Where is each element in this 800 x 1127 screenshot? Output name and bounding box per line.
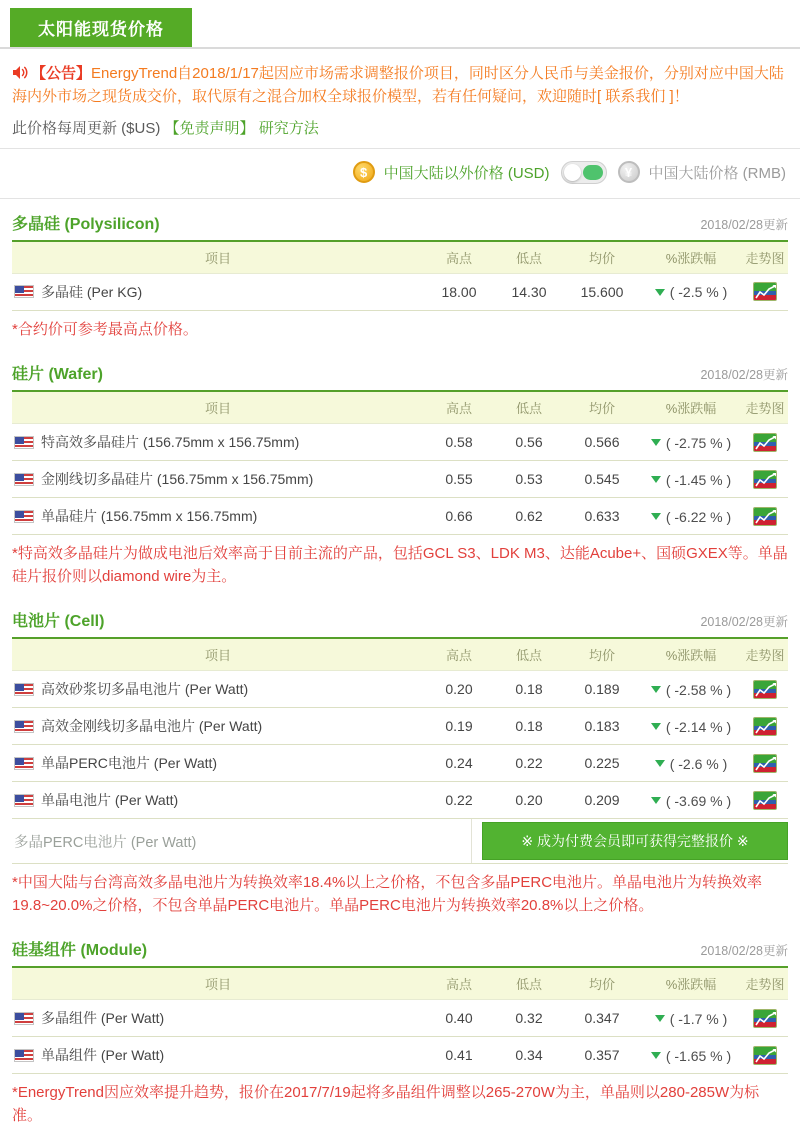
high-value: 0.41 <box>424 1037 494 1074</box>
column-header-chart: 走势图 <box>742 391 788 424</box>
price-down-arrow-icon <box>651 797 661 804</box>
price-row <box>12 708 788 745</box>
change-value: ( -3.69 % ) <box>666 793 731 809</box>
membership-cta-button[interactable]: ※ 成为付费会员即可获得完整报价 ※ <box>482 822 788 860</box>
price-table <box>12 390 788 535</box>
section-updated-date: 2018/02/28更新 <box>700 612 788 630</box>
us-flag-icon <box>14 720 34 733</box>
high-value: 0.20 <box>424 671 494 708</box>
low-value: 0.18 <box>494 671 564 708</box>
column-header-item: 项目 <box>12 638 424 671</box>
section-updated-date: 2018/02/28更新 <box>700 941 788 959</box>
item-label: 单晶电池片 (Per Watt) <box>41 790 178 810</box>
section-note: *合约价可参考最高点价格。 <box>12 319 788 342</box>
change-value: ( -2.75 % ) <box>666 435 731 451</box>
trend-chart-icon[interactable] <box>753 1046 777 1065</box>
column-header-item: 项目 <box>12 391 424 424</box>
section-note: *EnergyTrend因应效率提升趋势，报价在2017/7/19起将多晶组件调整以265-270W为主，单晶则以280-285W为标准。 <box>12 1082 788 1127</box>
currency-toggle-switch[interactable] <box>561 161 607 184</box>
item-label: 单晶硅片 (156.75mm x 156.75mm) <box>41 506 257 526</box>
section-header <box>12 361 788 384</box>
price-section <box>0 211 800 342</box>
price-row <box>12 1037 788 1074</box>
usd-coin-icon: $ <box>353 161 375 183</box>
price-down-arrow-icon <box>655 1015 665 1022</box>
trend-chart-icon[interactable] <box>753 470 777 489</box>
column-header-change: %涨跌幅 <box>640 967 742 1000</box>
high-value: 0.55 <box>424 461 494 498</box>
high-value: 0.24 <box>424 745 494 782</box>
avg-value: 0.225 <box>564 745 640 782</box>
change-value: ( -1.65 % ) <box>666 1048 731 1064</box>
price-table <box>12 966 788 1074</box>
announcement-suffix: ！ <box>674 88 689 105</box>
high-value: 0.19 <box>424 708 494 745</box>
avg-value: 0.209 <box>564 782 640 819</box>
price-row <box>12 745 788 782</box>
speaker-icon <box>12 65 28 80</box>
avg-value: 0.545 <box>564 461 640 498</box>
price-row <box>12 424 788 461</box>
price-down-arrow-icon <box>651 723 661 730</box>
price-down-arrow-icon <box>651 476 661 483</box>
page-header <box>0 0 800 49</box>
announcement-banner <box>12 62 788 109</box>
item-label: 高效金刚线切多晶电池片 (Per Watt) <box>41 716 262 736</box>
low-value: 0.18 <box>494 708 564 745</box>
trend-chart-icon[interactable] <box>753 433 777 452</box>
trend-chart-icon[interactable] <box>753 1009 777 1028</box>
low-value: 0.56 <box>494 424 564 461</box>
announcement-text: EnergyTrend自2018/1/17起因应市场需求调整报价项目，同时区分人民币与美金报价，分别对应中国大陆海内外市场之现货成交价，取代原有之混合加权全球报价模型，若有任何疑问，欢迎随时 <box>12 65 784 105</box>
price-row <box>12 671 788 708</box>
avg-value: 0.347 <box>564 1000 640 1037</box>
high-value: 0.66 <box>424 498 494 535</box>
table-header-row <box>12 241 788 274</box>
avg-value: 15.600 <box>564 273 640 310</box>
column-header-low: 低点 <box>494 967 564 1000</box>
section-updated-date: 2018/02/28更新 <box>700 365 788 383</box>
trend-chart-icon[interactable] <box>753 507 777 526</box>
change-value: ( -1.7 % ) <box>670 1011 728 1027</box>
price-section <box>0 608 800 917</box>
contact-us-link[interactable]: [ 联系我们 ] <box>597 88 674 105</box>
price-down-arrow-icon <box>655 760 665 767</box>
disclaimer-link[interactable]: 【免责声明】 <box>165 120 255 137</box>
column-header-high: 高点 <box>424 241 494 274</box>
high-value: 0.22 <box>424 782 494 819</box>
item-label: 单晶组件 (Per Watt) <box>41 1045 164 1065</box>
low-value: 14.30 <box>494 273 564 310</box>
update-frequency-line <box>12 117 788 138</box>
rmb-coin-icon: ¥ <box>618 161 640 183</box>
price-section <box>0 361 800 588</box>
divider <box>0 198 800 199</box>
change-value: ( -2.5 % ) <box>670 284 728 300</box>
section-header <box>12 937 788 960</box>
high-value: 0.40 <box>424 1000 494 1037</box>
column-header-chart: 走势图 <box>742 638 788 671</box>
price-table <box>12 637 788 819</box>
trend-chart-icon[interactable] <box>753 791 777 810</box>
trend-chart-icon[interactable] <box>753 680 777 699</box>
item-label: 金刚线切多晶硅片 (156.75mm x 156.75mm) <box>41 469 313 489</box>
usd-price-label: 中国大陆以外价格 (USD) <box>384 162 550 183</box>
us-flag-icon <box>14 436 34 449</box>
section-note: *中国大陆与台湾高效多晶电池片为转换效率18.4%以上之价格，不包含多晶PERC电池片。单晶电池片为转换效率19.8~20.0%之价格，不包含单晶PERC电池片。单晶PERC电池片为转换效率20.8%以上之价格。 <box>12 872 788 917</box>
announcement-label: 【公告】 <box>31 65 91 82</box>
low-value: 0.22 <box>494 745 564 782</box>
column-header-change: %涨跌幅 <box>640 391 742 424</box>
column-header-change: %涨跌幅 <box>640 241 742 274</box>
low-value: 0.53 <box>494 461 564 498</box>
change-value: ( -2.58 % ) <box>666 682 731 698</box>
price-table <box>12 240 788 311</box>
section-note: *特高效多晶硅片为做成电池后效率高于目前主流的产品，包括GCL S3、LDK M3、达能Acube+、国硕GXEX等。单晶硅片报价则以diamond wire为主。 <box>12 543 788 588</box>
column-header-item: 项目 <box>12 967 424 1000</box>
update-frequency-text: 此价格每周更新 ($US) <box>12 120 160 137</box>
price-section <box>0 937 800 1127</box>
avg-value: 0.357 <box>564 1037 640 1074</box>
item-label: 多晶组件 (Per Watt) <box>41 1008 164 1028</box>
us-flag-icon <box>14 285 34 298</box>
us-flag-icon <box>14 510 34 523</box>
avg-value: 0.633 <box>564 498 640 535</box>
avg-value: 0.189 <box>564 671 640 708</box>
column-header-high: 高点 <box>424 638 494 671</box>
us-flag-icon <box>14 1049 34 1062</box>
table-header-row <box>12 391 788 424</box>
trend-chart-icon[interactable] <box>753 754 777 773</box>
column-header-avg: 均价 <box>564 391 640 424</box>
column-header-item: 项目 <box>12 241 424 274</box>
change-value: ( -1.45 % ) <box>666 472 731 488</box>
section-header <box>12 211 788 234</box>
us-flag-icon <box>14 1012 34 1025</box>
section-title: 多晶硅 (Polysilicon) <box>12 211 160 234</box>
toggle-active-fill <box>583 165 603 180</box>
section-title: 硅片 (Wafer) <box>12 361 103 384</box>
low-value: 0.62 <box>494 498 564 535</box>
column-header-chart: 走势图 <box>742 241 788 274</box>
table-header-row <box>12 638 788 671</box>
price-row <box>12 273 788 310</box>
column-header-low: 低点 <box>494 638 564 671</box>
trend-chart-icon[interactable] <box>753 717 777 736</box>
price-down-arrow-icon <box>651 1052 661 1059</box>
us-flag-icon <box>14 473 34 486</box>
section-header <box>12 608 788 631</box>
column-header-low: 低点 <box>494 391 564 424</box>
column-header-change: %涨跌幅 <box>640 638 742 671</box>
item-label: 单晶PERC电池片 (Per Watt) <box>41 753 217 773</box>
page-title-tab: 太阳能现货价格 <box>10 8 192 47</box>
price-row <box>12 461 788 498</box>
item-label: 特高效多晶硅片 (156.75mm x 156.75mm) <box>41 432 299 452</box>
price-row <box>12 498 788 535</box>
locked-row <box>12 819 788 864</box>
high-value: 18.00 <box>424 273 494 310</box>
column-header-chart: 走势图 <box>742 967 788 1000</box>
table-header-row <box>12 967 788 1000</box>
high-value: 0.58 <box>424 424 494 461</box>
price-down-arrow-icon <box>655 289 665 296</box>
section-updated-date: 2018/02/28更新 <box>700 215 788 233</box>
locked-item-label: 多晶PERC电池片 (Per Watt) <box>12 819 472 863</box>
price-row <box>12 782 788 819</box>
avg-value: 0.566 <box>564 424 640 461</box>
change-value: ( -2.6 % ) <box>670 756 728 772</box>
price-down-arrow-icon <box>651 439 661 446</box>
price-down-arrow-icon <box>651 686 661 693</box>
toggle-knob <box>564 164 581 181</box>
currency-toggle-row <box>0 149 800 198</box>
column-header-low: 低点 <box>494 241 564 274</box>
item-label: 高效砂浆切多晶电池片 (Per Watt) <box>41 679 248 699</box>
price-row <box>12 1000 788 1037</box>
us-flag-icon <box>14 757 34 770</box>
methodology-link[interactable]: 研究方法 <box>259 120 319 137</box>
price-sections-container <box>0 211 800 1127</box>
item-label: 多晶硅 (Per KG) <box>41 282 142 302</box>
change-value: ( -6.22 % ) <box>666 509 731 525</box>
low-value: 0.34 <box>494 1037 564 1074</box>
trend-chart-icon[interactable] <box>753 282 777 301</box>
change-value: ( -2.14 % ) <box>666 719 731 735</box>
section-title: 硅基组件 (Module) <box>12 937 147 960</box>
column-header-high: 高点 <box>424 391 494 424</box>
column-header-avg: 均价 <box>564 241 640 274</box>
column-header-high: 高点 <box>424 967 494 1000</box>
column-header-avg: 均价 <box>564 638 640 671</box>
us-flag-icon <box>14 794 34 807</box>
price-down-arrow-icon <box>651 513 661 520</box>
section-title: 电池片 (Cell) <box>12 608 104 631</box>
us-flag-icon <box>14 683 34 696</box>
avg-value: 0.183 <box>564 708 640 745</box>
rmb-price-label: 中国大陆价格 (RMB) <box>649 162 787 183</box>
column-header-avg: 均价 <box>564 967 640 1000</box>
low-value: 0.20 <box>494 782 564 819</box>
low-value: 0.32 <box>494 1000 564 1037</box>
